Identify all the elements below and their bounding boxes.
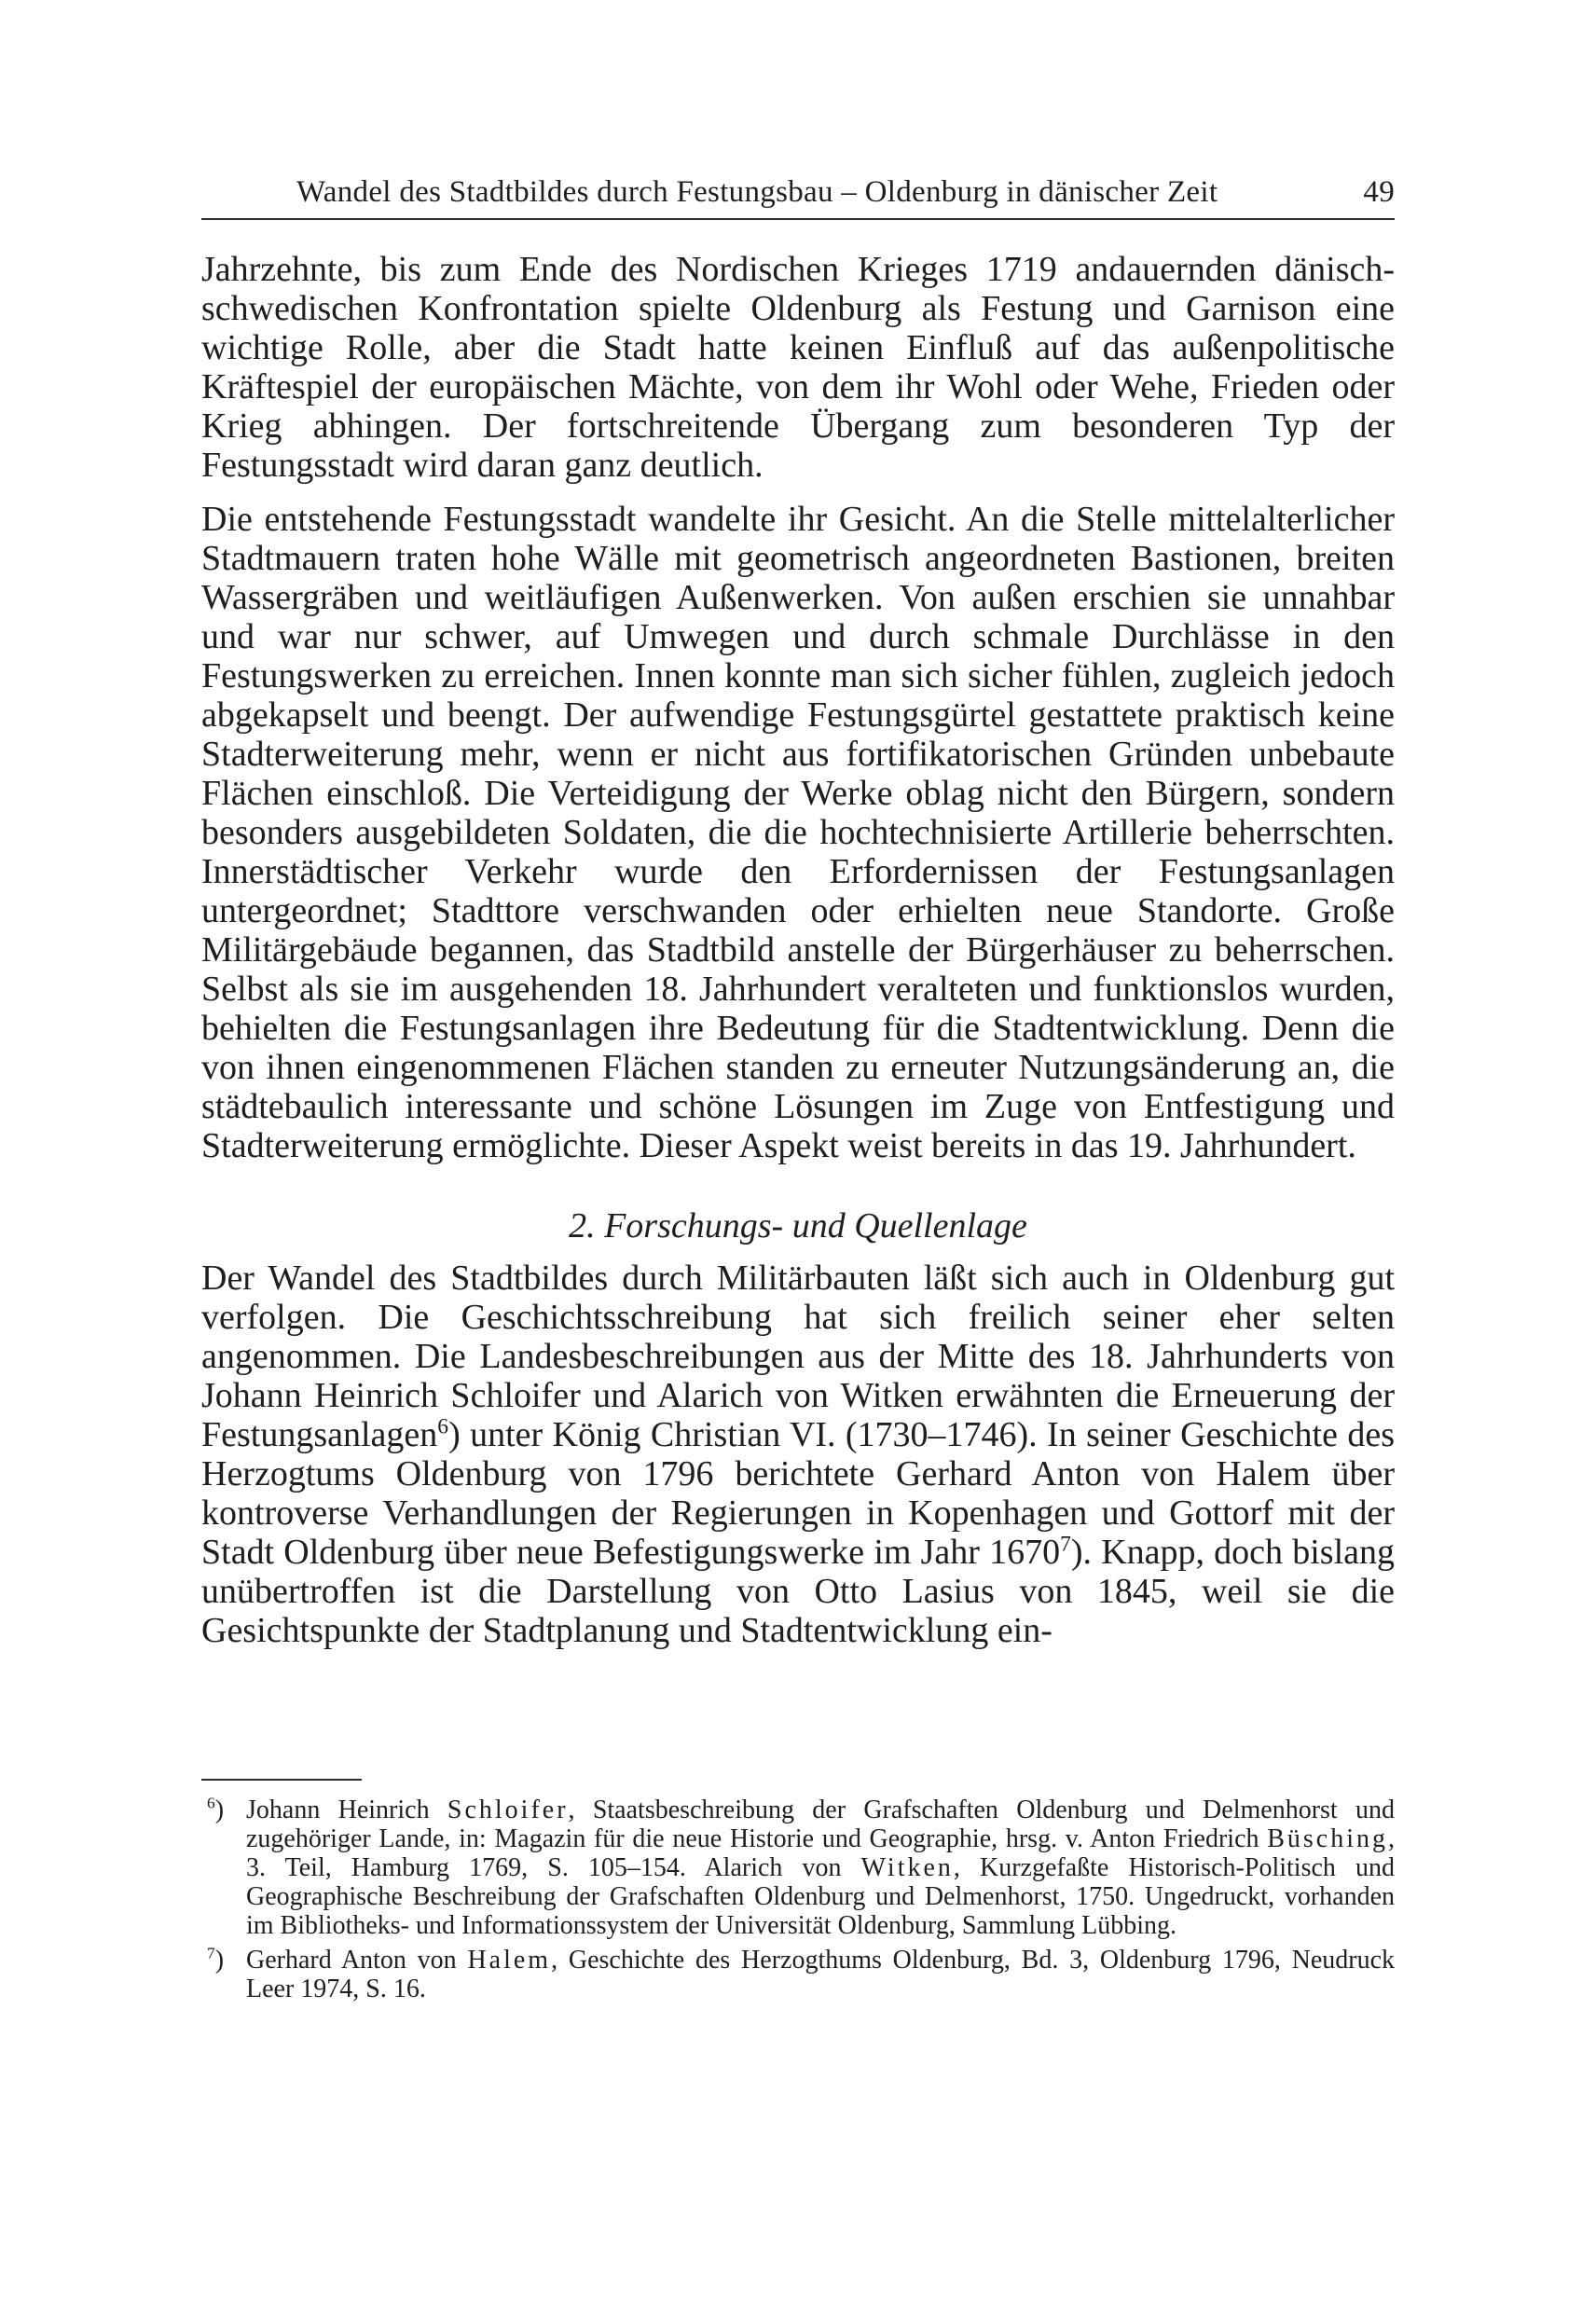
paragraph-3-part-c: ). Knapp, doch bislang unübertroffen ist die Darstellung von Otto Lasius von 1845, weil sie die Gesichtspunkte der Stadtplanung und Stadtentwicklung ein- xyxy=(201,1533,1395,1650)
footnote-mark-7-number: 7 xyxy=(207,1944,215,1962)
footnote-rule xyxy=(201,1779,362,1781)
footnote-mark-6-number: 6 xyxy=(207,1794,215,1812)
running-title: Wandel des Stadtbildes durch Festungsbau – Oldenburg in dänischer Zeit xyxy=(296,175,1218,209)
footnote-7-text-a: Gerhard Anton von xyxy=(246,1946,457,1975)
paragraph-1: Jahrzehnte, bis zum Ende des Nordischen Krieges 1719 andauernden dänisch-schwedischen Konfrontation spielte Oldenburg als Festung und Garnison eine wichtige Rolle, aber die Stadt hatte keinen Einfluß auf das außenpolitische Kräftespiel der europäischen Mächte, von dem ihr Wohl oder Wehe, Frieden oder Krieg abhingen. Der fortschreitende Übergang zum besonderen Typ der Festungsstadt wird daran ganz deutlich. xyxy=(201,250,1395,485)
footnote-6-text-c: , 3. Teil, Hamburg 1769, S. 105–154. Alarich von xyxy=(246,1824,1395,1882)
footnote-6 xyxy=(201,1796,1395,1940)
footnote-mark-6: $^6$) xyxy=(207,1794,225,1824)
paragraph-3-part-b: ) unter König Christian VI. (1730–1746). In seiner Geschichte des Herzogtums Oldenburg von 1796 berichtete Gerhard Anton von Halem über kontroverse Verhandlungen der Regierungen in Kopenhagen und Gottorf mit der Stadt Oldenburg über neue Befestigungswerke im Jahr 1670 xyxy=(201,1415,1395,1572)
page-number: 49 xyxy=(1363,175,1395,209)
footnote-6-text-b: , Staatsbeschreibung der Grafschaften Oldenburg und Delmenhorst und zugehöriger Lande, in: Magazin für die neue Historie und Geographie, hrsg. v. Anton Friedrich xyxy=(246,1796,1395,1853)
footnote-6-text-a: Johann Heinrich xyxy=(246,1796,430,1824)
main-text xyxy=(201,250,1395,1665)
paragraph-3 xyxy=(201,1259,1395,1650)
paragraph-3-part-a: Der Wandel des Stadtbildes durch Militärbauten läßt sich auch in Oldenburg gut verfolgen. Die Geschichtsschreibung hat sich freilich seiner eher selten angenommen. Die Landesbeschreibungen aus der Mitte des 18. Jahrhunderts von Johann Heinrich Schloifer und Alarich von Witken erwähnten die Erneuerung der Festungsanlagen xyxy=(201,1259,1395,1454)
footnote-ref-6: 6 xyxy=(437,1414,449,1439)
footnote-mark-7: $^7$) xyxy=(207,1944,225,1975)
footnote-7 xyxy=(201,1946,1395,2003)
footnote-6-author-schloifer: Schloifer xyxy=(447,1796,569,1824)
footnotes xyxy=(201,1796,1395,2009)
footnote-7-text-b: , Geschichte des Herzogthums Oldenburg, Bd. 3, Oldenburg 1796, Neudruck Leer 1974, S. 16. xyxy=(246,1946,1396,2003)
paragraph-2: Die entstehende Festungsstadt wandelte ihr Gesicht. An die Stelle mittelalterlicher Stadtmauern traten hohe Wälle mit geometrisch angeordneten Bastionen, breiten Wassergräben und weitläufigen Außenwerken. Von außen erschien sie unnahbar und war nur schwer, auf Umwegen und durch schmale Durchlässe in den Festungswerken zu erreichen. Innen konnte man sich sicher fühlen, zugleich jedoch abgekapselt und beengt. Der aufwendige Festungsgürtel gestattete praktisch keine Stadterweiterung mehr, wenn er nicht aus fortifikatorischen Gründen unbebaute Flächen einschloß. Die Verteidigung der Werke oblag nicht den Bürgern, sondern besonders ausgebildeten Soldaten, die die hochtechnisierte Artillerie beherrschten. Innerstädtischer Verkehr wurde den Erfordernissen der Festungsanlagen untergeordnet; Stadttore verschwanden oder erhielten neue Standorte. Große Militärgebäude begannen, das Stadtbild anstelle der Bürgerhäuser zu beherrschen. Selbst als sie im ausgehenden 18. Jahrhundert veralteten und funktionslos wurden, behielten die Festungsanlagen ihre Bedeutung für die Stadtentwicklung. Denn die von ihnen eingenommenen Flächen standen zu erneuter Nutzungsänderung an, die städtebaulich interessante und schöne Lösungen im Zuge von Entfestigung und Stadterweiterung ermöglichte. Dieser Aspekt weist bereits in das 19. Jahrhundert. xyxy=(201,500,1395,1165)
section-heading: 2. Forschungs- und Quellenlage xyxy=(569,1206,1027,1245)
running-header xyxy=(201,170,1395,220)
footnote-6-author-witken: Witken xyxy=(860,1853,954,1882)
footnote-6-text-d: , Kurzgefaßte Historisch-Politisch und Geographische Beschreibung der Grafschaften Oldenburg und Delmenhorst, 1750. Ungedruckt, vorhanden im Bibliotheks- und Informationssystem der Universität Oldenburg, Sammlung Lübbing. xyxy=(246,1853,1395,1940)
footnote-6-author-buesching: Büsching xyxy=(1267,1824,1388,1853)
footnote-ref-7: 7 xyxy=(1060,1532,1071,1557)
footnote-7-author-halem: Halem xyxy=(467,1946,552,1975)
